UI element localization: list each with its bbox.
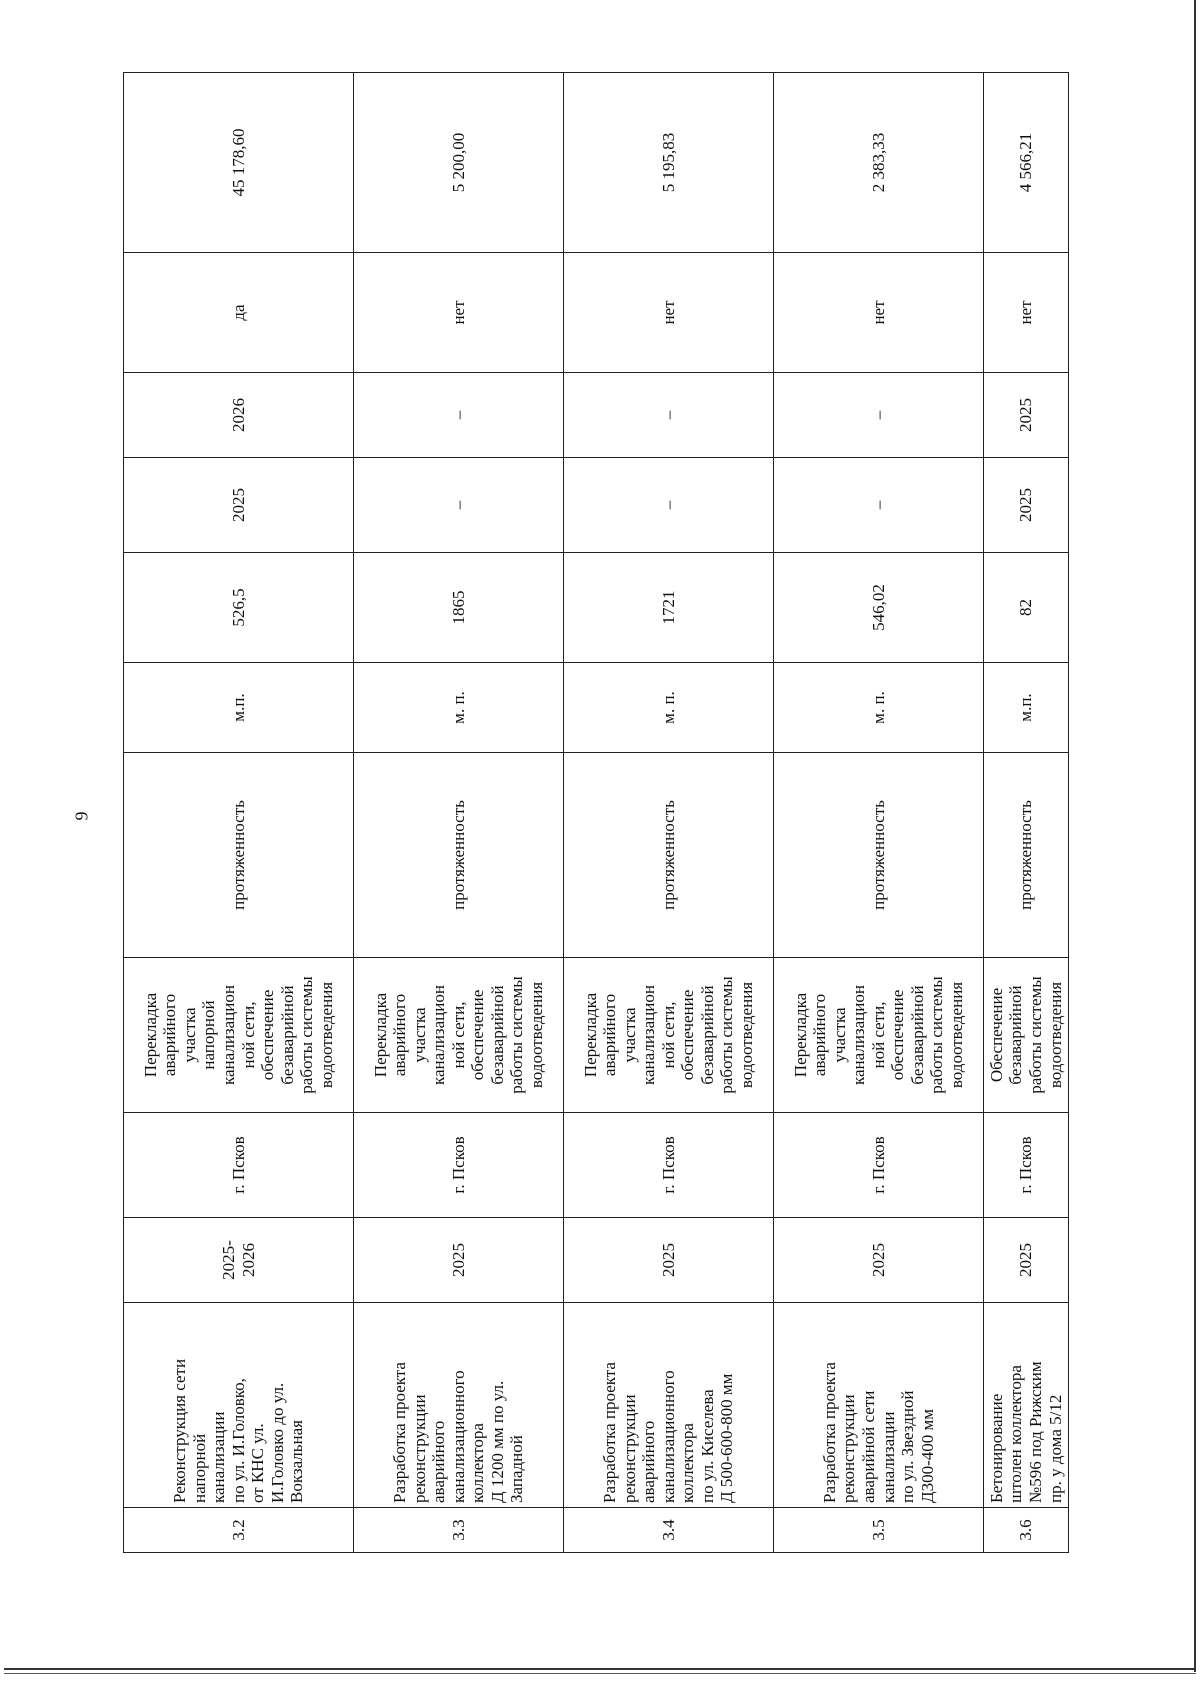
row-number: 3.3	[354, 1508, 564, 1553]
start-year: 2025	[124, 458, 354, 553]
row-number: 3.4	[564, 1508, 774, 1553]
location: г. Псков	[124, 1113, 354, 1218]
project-name: Бетонирование штолен коллектора №596 под Рижским пр. у дома 5/12	[984, 1303, 1069, 1508]
implementation-years: 2025- 2026	[124, 1218, 354, 1303]
unit: м. п.	[564, 663, 774, 753]
cost: 5 200,00	[354, 73, 564, 253]
cost: 4 566,21	[984, 73, 1069, 253]
investment-table-grid	[123, 72, 1069, 1553]
implementation-years: 2025	[774, 1218, 984, 1303]
row-number: 3.2	[124, 1508, 354, 1553]
table-row	[564, 73, 774, 1553]
location: г. Псков	[564, 1113, 774, 1218]
project-goal: Перекладка аварийного участка канализацион ной сети, обеспечение безаварийной работы системы водоотведения	[354, 958, 564, 1113]
page-number: 9	[71, 811, 92, 821]
table-row	[774, 73, 984, 1553]
indicator-name: протяженность	[354, 753, 564, 958]
end-year: –	[564, 373, 774, 458]
investment-table	[123, 73, 1068, 1553]
implementation-years: 2025	[564, 1218, 774, 1303]
end-year: –	[354, 373, 564, 458]
indicator-value: 82	[984, 553, 1069, 663]
location: г. Псков	[354, 1113, 564, 1218]
table-row	[354, 73, 564, 1553]
project-goal: Перекладка аварийного участка канализацион ной сети, обеспечение безаварийной работы системы водоотведения	[774, 958, 984, 1113]
project-name: Разработка проекта реконструкции аварийного канализационного коллектора Д 1200 мм по ул. Западной	[354, 1303, 564, 1508]
row-number: 3.6	[984, 1508, 1069, 1553]
project-name: Разработка проекта реконструкции аварийного канализационного коллектора по ул. Киселева Д 500-600-800 мм	[564, 1303, 774, 1508]
table-row	[984, 73, 1069, 1553]
page-border-bottom-inner	[4, 1673, 1196, 1674]
flag: нет	[564, 253, 774, 373]
indicator-value: 1721	[564, 553, 774, 663]
flag: нет	[984, 253, 1069, 373]
cost: 5 195,83	[564, 73, 774, 253]
end-year: 2026	[124, 373, 354, 458]
flag: нет	[354, 253, 564, 373]
start-year: –	[354, 458, 564, 553]
indicator-value: 1865	[354, 553, 564, 663]
implementation-years: 2025	[354, 1218, 564, 1303]
implementation-years: 2025	[984, 1218, 1069, 1303]
project-name: Разработка проекта реконструкции аварийной сети канализации по ул. Звездной Д300-400 мм	[774, 1303, 984, 1508]
page-border-right	[1194, 0, 1196, 1672]
cost: 45 178,60	[124, 73, 354, 253]
start-year: 2025	[984, 458, 1069, 553]
cost: 2 383,33	[774, 73, 984, 253]
flag: нет	[774, 253, 984, 373]
end-year: 2025	[984, 373, 1069, 458]
indicator-name: протяженность	[774, 753, 984, 958]
unit: м.п.	[124, 663, 354, 753]
table-row	[124, 73, 354, 1553]
start-year: –	[564, 458, 774, 553]
end-year: –	[774, 373, 984, 458]
row-number: 3.5	[774, 1508, 984, 1553]
start-year: –	[774, 458, 984, 553]
page-border-bottom	[4, 1668, 1196, 1670]
unit: м. п.	[354, 663, 564, 753]
indicator-name: протяженность	[984, 753, 1069, 958]
indicator-value: 526,5	[124, 553, 354, 663]
project-goal: Обеспечение безаварийной работы системы водоотведения	[984, 958, 1069, 1113]
indicator-name: протяженность	[124, 753, 354, 958]
project-goal: Перекладка аварийного участка напорной канализацион ной сети, обеспечение безаварийной работы системы водоотведения	[124, 958, 354, 1113]
project-goal: Перекладка аварийного участка канализацион ной сети, обеспечение безаварийной работы системы водоотведения	[564, 958, 774, 1113]
location: г. Псков	[774, 1113, 984, 1218]
unit: м.п.	[984, 663, 1069, 753]
project-name: Реконструкция сети напорной канализации по ул. И.Головко, от КНС ул. И.Головко до ул. Вокзальная	[124, 1303, 354, 1508]
indicator-name: протяженность	[564, 753, 774, 958]
indicator-value: 546,02	[774, 553, 984, 663]
unit: м. п.	[774, 663, 984, 753]
flag: да	[124, 253, 354, 373]
location: г. Псков	[984, 1113, 1069, 1218]
